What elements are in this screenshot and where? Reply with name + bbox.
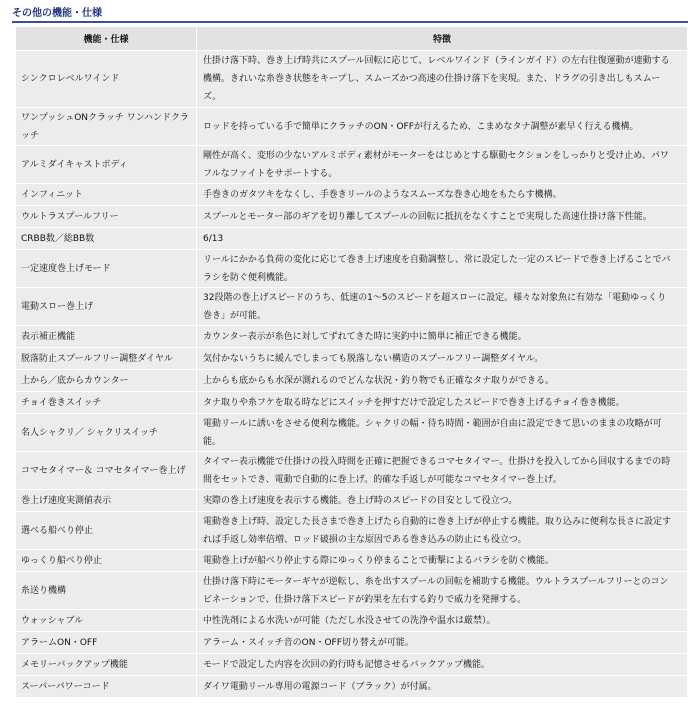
table-row [16, 392, 688, 414]
table-row [16, 206, 688, 228]
table-row [16, 108, 688, 146]
feature-description: 中性洗剤による水洗いが可能（ただし水没させての洗浄や温水は厳禁）。 [197, 610, 688, 632]
table-row [16, 326, 688, 348]
feature-description: モードで設定した内容を次回の釣行時も記憶させるバックアップ機能。 [197, 654, 688, 676]
table-row [16, 51, 688, 108]
feature-description: タイマー表示機能で仕掛けの投入時間を正確に把握できるコマセタイマー。仕掛けを投入してから回収するまでの時間をセットでき、電動で自動的に巻上げ。的確な手返しが可能なコマセタイマー巻上げ。 [197, 452, 688, 490]
feature-description: リールにかかる負荷の変化に応じて巻き上げ速度を自動調整し、常に設定した一定のスピードで巻き上げることでバラシを防ぐ便利機能。 [197, 250, 688, 288]
feature-description: 電動巻き上げ時、設定した長さまで巻き上げたら自動的に巻き上げが停止する機能。取り込みに便利な長さに設定すれば手返し効率倍増、ロッド破損の主な原因である巻き込みの防止にも役立つ。 [197, 512, 688, 550]
feature-description: 実際の巻上げ速度を表示する機能。巻上げ時のスピードの目安として役立つ。 [197, 490, 688, 512]
feature-name: コマセタイマー＆ コマセタイマー巻上げ [16, 452, 197, 490]
feature-description: 電動巻上げが船べり停止する際にゆっくり停まることで衝撃によるバラシを防ぐ機能。 [197, 550, 688, 572]
feature-name: 一定速度巻上げモード [16, 250, 197, 288]
feature-description: 剛性が高く、変形の少ないアルミボディ素材がモーターをはじめとする駆動セクションをしっかりと受け止め、パワフルなファイトをサポートする。 [197, 146, 688, 184]
feature-name: アラームON・OFF [16, 632, 197, 654]
table-row [16, 250, 688, 288]
column-header-description: 特徴 [197, 27, 688, 51]
feature-description: アラーム・スイッチ音のON・OFF切り替えが可能。 [197, 632, 688, 654]
table-row [16, 228, 688, 250]
feature-name: 糸送り機構 [16, 572, 197, 610]
feature-description: ダイワ電動リール専用の電源コード（ブラック）が付属。 [197, 676, 688, 698]
feature-name: ワンプッシュONクラッチ ワンハンドクラッチ [16, 108, 197, 146]
feature-name: 名人シャクリ／ シャクリスイッチ [16, 414, 197, 452]
feature-name: インフィニット [16, 184, 197, 206]
feature-description: 電動リールに誘いをさせる便利な機能。シャクリの幅・待ち時間・範囲が自由に設定できて思いのままの攻略が可能。 [197, 414, 688, 452]
feature-name: ウォッシャブル [16, 610, 197, 632]
feature-description: 手巻きのガタツキをなくし、手巻きリールのようなスムーズな巻き心地をもたらす機構。 [197, 184, 688, 206]
feature-description: カウンター表示が糸色に対してずれてきた時に実釣中に簡単に補正できる機能。 [197, 326, 688, 348]
feature-description: 上からも底からも水深が測れるのでどんな状況・釣り物でも正確なタナ取りができる。 [197, 370, 688, 392]
feature-description: 仕掛け落下時、巻き上げ時共にスプール回転に応じて、レベルワインド（ラインガイド）の左右往復運動が連動する機構。きれいな糸巻き状態をキープし、スムーズかつ高速の仕掛け落下を実現。また、ドラグの引き出しもスムーズ。 [197, 51, 688, 108]
table-row [16, 414, 688, 452]
table-header-row [16, 27, 688, 51]
table-row [16, 288, 688, 326]
feature-name: 脱落防止スプールフリー調整ダイヤル [16, 348, 197, 370]
section-title: その他の機能・仕様 [12, 8, 102, 19]
table-row [16, 654, 688, 676]
table-row [16, 610, 688, 632]
table-row [16, 676, 688, 698]
feature-name: 表示補正機能 [16, 326, 197, 348]
feature-name: アルミダイキャストボディ [16, 146, 197, 184]
column-header-feature: 機能・仕様 [16, 27, 197, 51]
feature-description: 6/13 [197, 228, 688, 250]
table-row [16, 572, 688, 610]
feature-name: 巻上げ速度実測値表示 [16, 490, 197, 512]
table-row [16, 452, 688, 490]
feature-name: CRBB数／総BB数 [16, 228, 197, 250]
feature-name: 選べる船べり停止 [16, 512, 197, 550]
table-row [16, 146, 688, 184]
feature-name: シンクロレベルワインド [16, 51, 197, 108]
feature-name: 上から／底からカウンター [16, 370, 197, 392]
feature-description: 仕掛け落下時にモーターギヤが逆転し、糸を出すスプールの回転を補助する機能。ウルトラスプールフリーとのコンビネーションで、仕掛け落下スピードが釣果を左右する釣りで威力を発揮する。 [197, 572, 688, 610]
feature-name: 電動スロー巻上げ [16, 288, 197, 326]
feature-description: 気付かないうちに緩んでしまっても脱落しない構造のスプールフリー調整ダイヤル。 [197, 348, 688, 370]
table-row [16, 632, 688, 654]
feature-description: タナ取りや糸フケを取る時などにスイッチを押すだけで設定したスピードで巻き上げるチョイ巻き機能。 [197, 392, 688, 414]
feature-name: メモリーバックアップ機能 [16, 654, 197, 676]
table-row [16, 490, 688, 512]
feature-description: スプールとモーター部のギアを切り離してスプールの回転に抵抗をなくすことで実現した高速仕掛け落下性能。 [197, 206, 688, 228]
table-row [16, 348, 688, 370]
title-divider [12, 21, 688, 23]
feature-name: ウルトラスプールフリー [16, 206, 197, 228]
feature-description: 32段階の巻上げスピードのうち、低速の1〜5のスピードを超スローに設定。様々な対象魚に有効な「電動ゆっくり巻き」が可能。 [197, 288, 688, 326]
feature-name: スーパーパワーコード [16, 676, 197, 698]
table-row [16, 370, 688, 392]
feature-name: チョイ巻きスイッチ [16, 392, 197, 414]
feature-name: ゆっくり船べり停止 [16, 550, 197, 572]
table-row [16, 512, 688, 550]
spec-table [15, 26, 688, 698]
table-row [16, 550, 688, 572]
table-row [16, 184, 688, 206]
feature-description: ロッドを持っている手で簡単にクラッチのON・OFFが行えるため、こまめなタナ調整が素早く行える機構。 [197, 108, 688, 146]
